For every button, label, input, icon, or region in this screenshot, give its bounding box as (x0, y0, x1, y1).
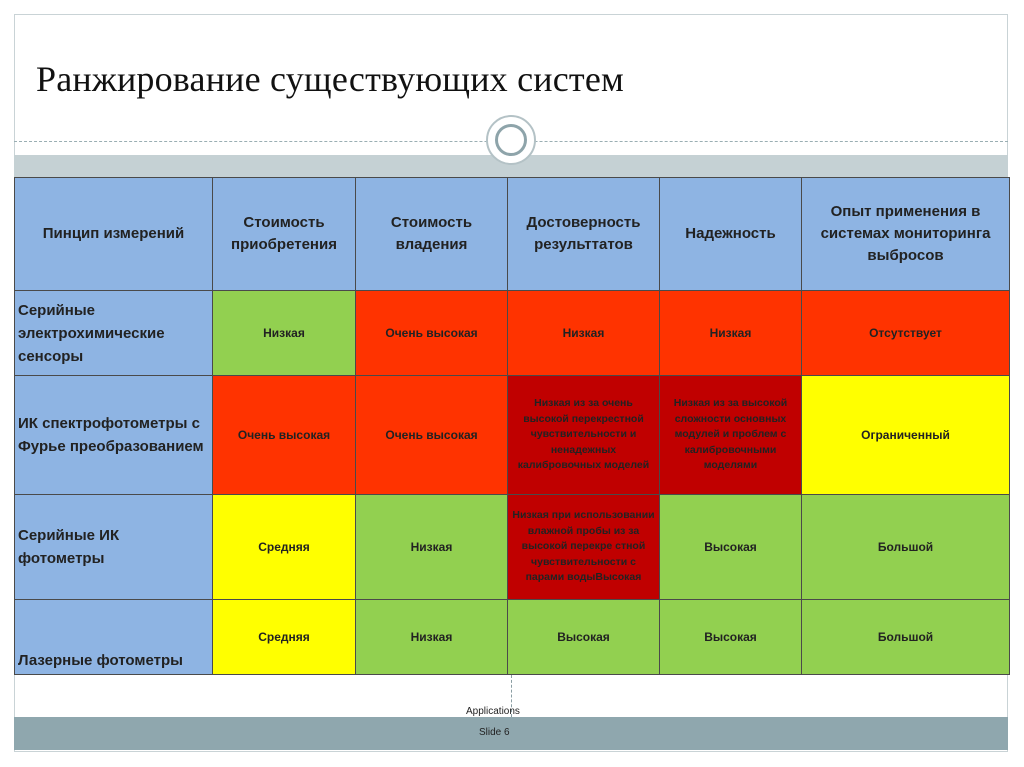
row-label: Серийные электрохимические сенсоры (15, 291, 213, 376)
table-cell: Очень высокая (356, 376, 508, 495)
table-cell: Низкая при использовании влажной пробы из за высокой перекре стной чувствительности с парами водыВысокая (508, 495, 660, 600)
table-cell: Низкая (356, 495, 508, 600)
table-cell: Низкая (660, 291, 802, 376)
table-row (15, 291, 1010, 376)
table-cell: Низкая (356, 600, 508, 675)
table-cell: Большой (802, 600, 1010, 675)
circle-ornament-icon (486, 115, 536, 165)
header-cell: Пинцип измерений (15, 178, 213, 291)
header-cell: Стоимость владения (356, 178, 508, 291)
ranking-table (14, 177, 1010, 675)
circle-ornament-inner (495, 124, 527, 156)
table-cell: Высокая (508, 600, 660, 675)
table-row (15, 376, 1010, 495)
table-cell: Отсутствует (802, 291, 1010, 376)
footer-label: Applications (466, 706, 520, 717)
table-cell: Очень высокая (213, 376, 356, 495)
table-cell: Высокая (660, 495, 802, 600)
header-cell: Достоверность результтатов (508, 178, 660, 291)
table-row (15, 600, 1010, 675)
table-header-row (15, 178, 1010, 291)
table-cell: Очень высокая (356, 291, 508, 376)
header-cell: Надежность (660, 178, 802, 291)
row-label: ИК спектрофотометры с Фурье преобразованием (15, 376, 213, 495)
header-cell: Опыт применения в системах мониторинга выбросов (802, 178, 1010, 291)
row-label: Лазерные фотометры (15, 600, 213, 675)
slide-title: Ранжирование существующих систем (36, 59, 624, 99)
table-cell: Низкая из за высокой сложности основных модулей и проблем с калибровочными моделями (660, 376, 802, 495)
table-cell: Низкая из за очень высокой перекрестной чувствительности и ненадежных калибровочных моделей (508, 376, 660, 495)
table-cell: Низкая (508, 291, 660, 376)
table-cell: Высокая (660, 600, 802, 675)
header-cell: Стоимость приобретения (213, 178, 356, 291)
footer-band (14, 717, 1008, 750)
table-cell: Большой (802, 495, 1010, 600)
row-label: Серийные ИК фотометры (15, 495, 213, 600)
table-cell: Средняя (213, 495, 356, 600)
table-cell: Ограниченный (802, 376, 1010, 495)
table-row (15, 495, 1010, 600)
table-cell: Низкая (213, 291, 356, 376)
slide-number: Slide 6 (479, 727, 510, 738)
table-cell: Средняя (213, 600, 356, 675)
